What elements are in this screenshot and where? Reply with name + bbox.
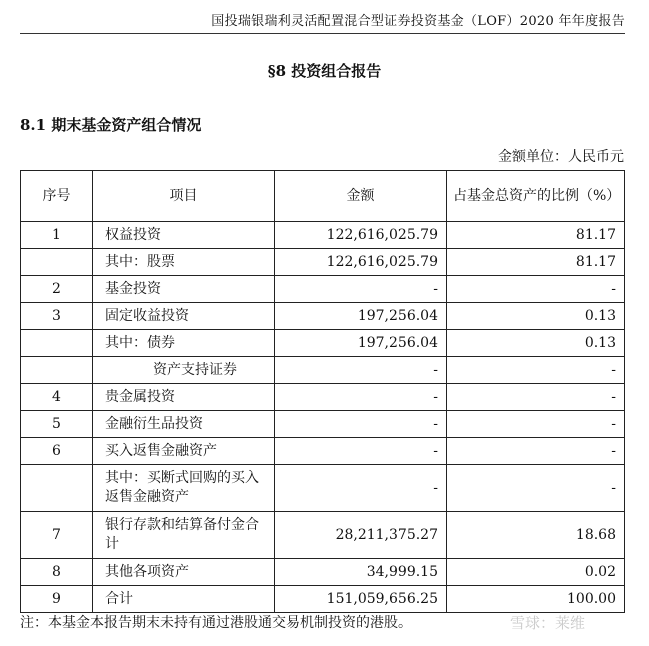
row-amount: - xyxy=(275,465,447,512)
table-header-row xyxy=(21,171,625,222)
row-item: 权益投资 xyxy=(93,222,275,249)
header-amount: 金额 xyxy=(275,171,447,222)
header-item: 项目 xyxy=(93,171,275,222)
row-item: 其中：债券 xyxy=(93,330,275,357)
row-no xyxy=(21,249,93,276)
footnote: 注：本基金本报告期末未持有通过港股通交易机制投资的港股。 xyxy=(20,615,412,631)
table-row xyxy=(21,586,625,613)
row-item: 合计 xyxy=(93,586,275,613)
row-item: 固定收益投资 xyxy=(93,303,275,330)
row-amount: - xyxy=(275,357,447,384)
table-row xyxy=(21,438,625,465)
row-ratio: - xyxy=(447,384,625,411)
row-amount: - xyxy=(275,276,447,303)
report-header: 国投瑞银瑞利灵活配置混合型证券投资基金（LOF）2020 年年度报告 xyxy=(211,14,625,29)
row-no xyxy=(21,357,93,384)
row-ratio: - xyxy=(447,357,625,384)
currency-unit-label: 金额单位：人民币元 xyxy=(498,149,624,165)
row-ratio: - xyxy=(447,465,625,512)
row-no: 9 xyxy=(21,586,93,613)
row-amount: 122,616,025.79 xyxy=(275,222,447,249)
row-item: 贵金属投资 xyxy=(93,384,275,411)
table-row xyxy=(21,249,625,276)
row-amount: 197,256.04 xyxy=(275,330,447,357)
row-item: 其中：买断式回购的买入返售金融资产 xyxy=(93,465,275,512)
row-item: 买入返售金融资产 xyxy=(93,438,275,465)
row-no xyxy=(21,465,93,512)
row-ratio: 81.17 xyxy=(447,222,625,249)
header-no: 序号 xyxy=(21,171,93,222)
row-item: 其他各项资产 xyxy=(93,559,275,586)
row-item: 银行存款和结算备付金合计 xyxy=(93,512,275,559)
table-row xyxy=(21,559,625,586)
row-amount: - xyxy=(275,438,447,465)
row-amount: 197,256.04 xyxy=(275,303,447,330)
row-no: 2 xyxy=(21,276,93,303)
row-item: 资产支持证券 xyxy=(93,357,275,384)
row-no: 7 xyxy=(21,512,93,559)
section-title: §8 投资组合报告 xyxy=(267,62,382,80)
row-ratio: 0.13 xyxy=(447,303,625,330)
header-divider xyxy=(20,33,625,34)
table-row xyxy=(21,512,625,559)
row-no: 5 xyxy=(21,411,93,438)
row-no: 4 xyxy=(21,384,93,411)
row-no: 8 xyxy=(21,559,93,586)
table-row xyxy=(21,276,625,303)
row-ratio: 0.13 xyxy=(447,330,625,357)
table-row xyxy=(21,357,625,384)
row-item: 其中：股票 xyxy=(93,249,275,276)
table-row xyxy=(21,411,625,438)
row-amount: 151,059,656.25 xyxy=(275,586,447,613)
row-no: 1 xyxy=(21,222,93,249)
asset-portfolio-table xyxy=(20,170,625,613)
header-ratio: 占基金总资产的比例（%） xyxy=(447,171,625,222)
table-row xyxy=(21,465,625,512)
table-row xyxy=(21,303,625,330)
row-amount: - xyxy=(275,411,447,438)
row-no xyxy=(21,330,93,357)
table-row xyxy=(21,330,625,357)
row-ratio: 81.17 xyxy=(447,249,625,276)
subsection-title: 8.1 期末基金资产组合情况 xyxy=(20,116,202,134)
table-row xyxy=(21,222,625,249)
row-no: 3 xyxy=(21,303,93,330)
row-no: 6 xyxy=(21,438,93,465)
row-ratio: 18.68 xyxy=(447,512,625,559)
row-amount: 28,211,375.27 xyxy=(275,512,447,559)
row-item: 金融衍生品投资 xyxy=(93,411,275,438)
row-amount: - xyxy=(275,384,447,411)
row-ratio: - xyxy=(447,438,625,465)
table-row xyxy=(21,384,625,411)
row-ratio: 100.00 xyxy=(447,586,625,613)
row-ratio: - xyxy=(447,411,625,438)
watermark: 雪球：莱维 xyxy=(510,614,586,632)
row-amount: 122,616,025.79 xyxy=(275,249,447,276)
row-item: 基金投资 xyxy=(93,276,275,303)
row-ratio: - xyxy=(447,276,625,303)
row-amount: 34,999.15 xyxy=(275,559,447,586)
row-ratio: 0.02 xyxy=(447,559,625,586)
